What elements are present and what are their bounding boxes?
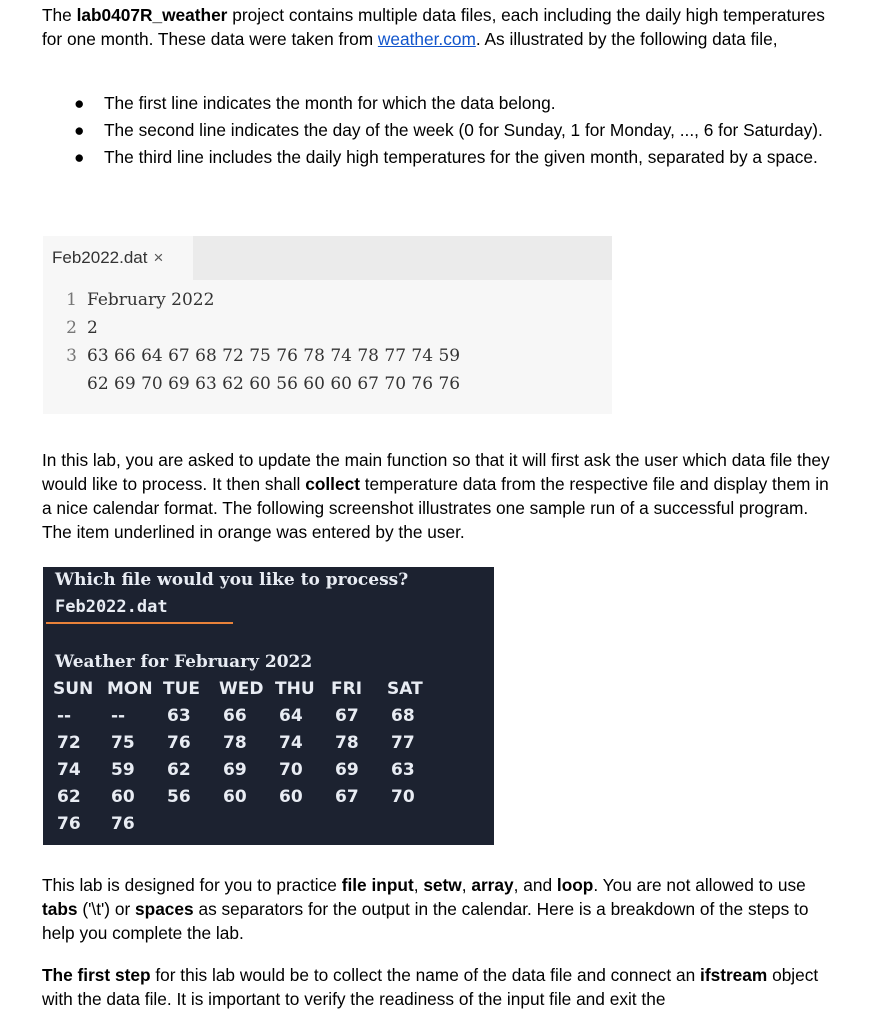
code-line (53, 286, 460, 314)
practice-text: . You are not allowed to use (593, 875, 806, 895)
calendar-cell: 63 (167, 706, 191, 726)
bullet-text: The third line includes the daily high temperatures for the given month, separated by a space. (104, 147, 818, 167)
code-lines (53, 286, 460, 398)
calendar-cell: 70 (391, 787, 415, 807)
calendar-cell: 74 (279, 733, 303, 753)
day-header-thu: THU (275, 679, 315, 699)
file-tab-label: Feb2022.dat (52, 248, 148, 267)
user-input: Feb2022.dat (55, 597, 168, 617)
keyword: tabs (42, 899, 78, 919)
calendar-cell: 78 (223, 733, 247, 753)
terminal-prompt: Which file would you like to process? (55, 570, 409, 590)
editor-snippet (43, 236, 612, 414)
day-header-mon: MON (107, 679, 153, 699)
calendar-cell: 60 (111, 787, 135, 807)
code-line (53, 370, 460, 398)
intro-text: project contains multiple data files, each including the daily high temperatures for one month. These data were taken from (42, 5, 825, 49)
step-heading: The first step (42, 965, 151, 985)
input-underline (46, 622, 233, 624)
keyword: ifstream (700, 965, 768, 985)
day-header-wed: WED (219, 679, 264, 699)
list-item (42, 118, 832, 142)
line-number: 2 (66, 318, 77, 338)
calendar-cell: 63 (391, 760, 415, 780)
project-name: lab0407R_weather (76, 5, 228, 25)
keyword: spaces (135, 899, 194, 919)
bullet-icon: ● (74, 147, 85, 167)
editor-tab-bar (43, 236, 612, 280)
calendar-cell: -- (111, 706, 126, 726)
keyword: array (471, 875, 514, 895)
day-header-sat: SAT (387, 679, 423, 699)
calendar-cell: 60 (279, 787, 303, 807)
calendar-cell: 69 (335, 760, 359, 780)
calendar-cell: 64 (279, 706, 303, 726)
practice-text: This lab is designed for you to practice (42, 875, 342, 895)
intro-text: . As illustrated by the following data file, (475, 29, 778, 49)
line-text: February 2022 (87, 290, 215, 310)
day-header-sun: SUN (53, 679, 94, 699)
calendar-cell: 66 (223, 706, 247, 726)
practice-text: , and (513, 875, 557, 895)
keyword: setw (423, 875, 462, 895)
intro-text: The (42, 5, 77, 25)
calendar-cell: 77 (391, 733, 415, 753)
calendar-cell: 68 (391, 706, 415, 726)
calendar-cell: 76 (57, 814, 81, 834)
practice-text: , (461, 875, 472, 895)
first-step-paragraph (42, 963, 842, 1011)
step-text: object with the data file. It is important to verify the readiness of the input file and exit the (42, 965, 819, 1009)
line-number: 1 (66, 290, 77, 310)
calendar-cell: 78 (335, 733, 359, 753)
calendar-cell: 70 (279, 760, 303, 780)
code-line (53, 314, 460, 342)
bullet-list (42, 91, 832, 172)
task-text: In this lab, you are asked to update the main function so that it will first ask the user which data file they would like to process. It then shall (42, 450, 830, 494)
calendar-cell: 69 (223, 760, 247, 780)
calendar-cell: 59 (111, 760, 135, 780)
bullet-icon: ● (74, 93, 85, 113)
task-text: temperature data from the respective file and display them in a nice calendar format. The following screenshot illustrates one sample run of a successful program. The item underlined in orange was entered by the user. (42, 474, 829, 542)
keyword: loop (556, 875, 594, 895)
step-text: for this lab would be to collect the name of the data file and connect an (150, 965, 701, 985)
list-item (42, 145, 832, 169)
calendar-cell: 62 (167, 760, 191, 780)
bullet-icon: ● (74, 120, 85, 140)
line-number: 3 (66, 346, 77, 366)
code-line (53, 342, 460, 370)
bullet-text: The second line indicates the day of the week (0 for Sunday, 1 for Monday, ..., 6 for Saturday). (104, 120, 823, 140)
practice-text: as separators for the output in the calendar. Here is a breakdown of the steps to help you complete the lab. (42, 899, 809, 943)
calendar-cell: 62 (57, 787, 81, 807)
line-text: 2 (87, 318, 98, 338)
calendar-cell: 76 (111, 814, 135, 834)
line-text: 62 69 70 69 63 62 60 56 60 60 67 70 76 76 (87, 374, 461, 394)
calendar-cell: 67 (335, 787, 359, 807)
file-tab[interactable] (43, 236, 193, 280)
calendar-heading: Weather for February 2022 (55, 652, 313, 672)
calendar-cell: 76 (167, 733, 191, 753)
list-item (42, 91, 832, 115)
calendar-cell: 60 (223, 787, 247, 807)
terminal-output (43, 567, 494, 845)
calendar-cell: 74 (57, 760, 81, 780)
calendar-cell: -- (57, 706, 72, 726)
task-emphasis: collect (305, 474, 360, 494)
line-text: 63 66 64 67 68 72 75 76 78 74 78 77 74 59 (87, 346, 461, 366)
intro-paragraph (42, 3, 842, 51)
practice-paragraph (42, 873, 842, 945)
calendar-cell: 56 (167, 787, 191, 807)
day-header-tue: TUE (163, 679, 201, 699)
practice-text: ('\t') or (77, 899, 136, 919)
calendar-cell: 72 (57, 733, 81, 753)
calendar-cell: 67 (335, 706, 359, 726)
practice-text: , (413, 875, 424, 895)
close-icon[interactable]: × (153, 248, 164, 267)
task-paragraph (42, 448, 842, 544)
calendar-cell: 75 (111, 733, 135, 753)
weather-link[interactable]: weather.com (377, 29, 476, 49)
bullet-text: The first line indicates the month for which the data belong. (104, 93, 556, 113)
keyword: file input (341, 875, 414, 895)
day-header-fri: FRI (331, 679, 363, 699)
